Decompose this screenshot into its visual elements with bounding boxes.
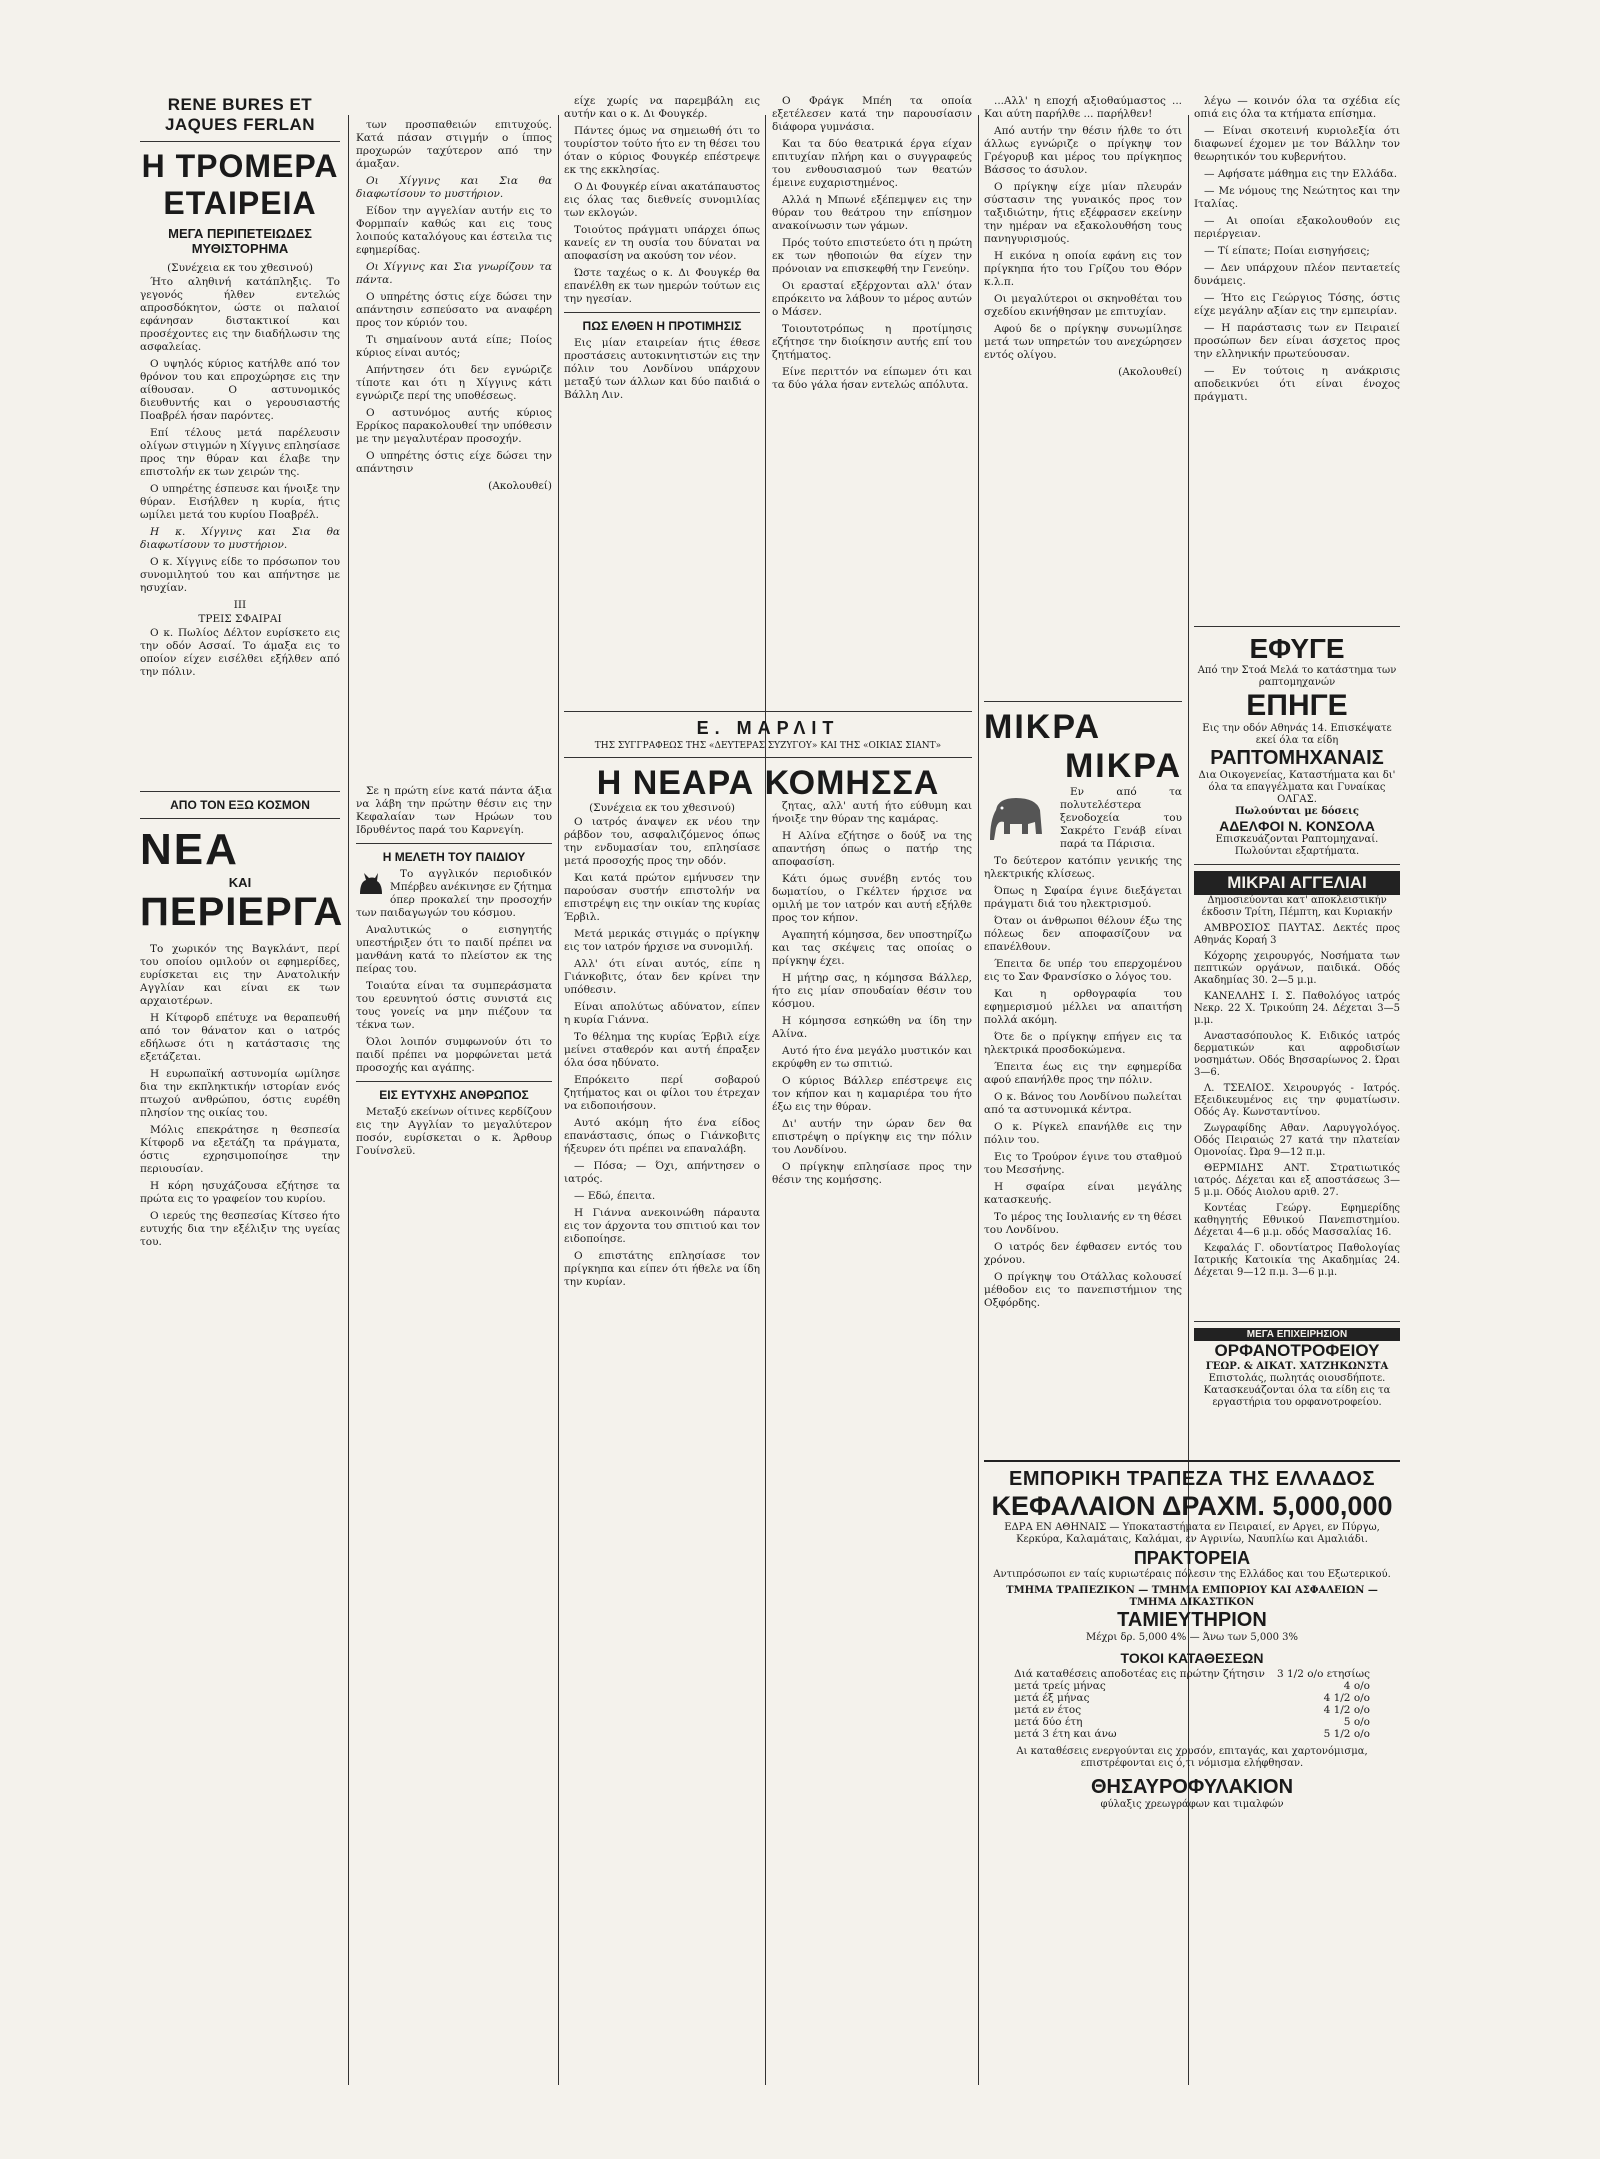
box2-title: ΕΙΣ ΕΥΤΥΧΗΣ ΑΝΘΡΩΠΟΣ [379, 1088, 529, 1102]
bank-agencies: ΠΡΑΚΤΟΡΕΙΑ [1133, 1548, 1251, 1568]
serial1-column [140, 95, 340, 775]
serial-title: Η ΤΡΟΜΕΡΑ ΕΤΑΙΡΕΙΑ [141, 148, 339, 221]
column-rule [348, 115, 349, 2085]
box-title: Η ΜΕΛΕΤΗ ΤΟΥ ΠΑΙΔΙΟΥ [382, 850, 526, 864]
mikra-heading: ΜΙΚΡΑ [984, 708, 1102, 746]
serial1-column-2 [356, 95, 552, 775]
follows-note: (Ακολουθεί) [1118, 366, 1182, 378]
news-column-3 [564, 95, 760, 695]
kai-heading: ΚΑΙ [228, 875, 252, 890]
brothers-text: Επισκευάζονται Ραπτομηχαναί. Πωλούνται εξαρτήματα. [1215, 834, 1379, 857]
ads-column [1194, 620, 1400, 1300]
epige-text: Εις την οδόν Αθηνάς 14. Επισκέψατε εκεί όλα τα είδη [1202, 723, 1392, 746]
rate-row: μετά δύο έτη 5 ο/ο [1014, 1716, 1370, 1728]
raptomixanes-heading: ΡΑΠΤΟΜΗΧΑΝΑΙΣ [1210, 747, 1384, 769]
bank-rates-heading: ΤΟΚΟΙ ΚΑΤΑΘΕΣΕΩΝ [1120, 1650, 1264, 1666]
rate-row: μετά έξ μήνας 4 1/2 ο/ο [1014, 1692, 1370, 1704]
bank-title: ΕΜΠΟΡΙΚΗ ΤΡΑΠΕΖΑ ΤΗΣ ΕΛΛΑΔΟΣ [1009, 1468, 1375, 1490]
bank-savings-note: Μέχρι δρ. 5,000 4% — Άνω των 5,000 3% [1086, 1632, 1298, 1643]
bank-seat: ΕΔΡΑ ΕΝ ΑΘΗΝΑΙΣ — Υποκαταστήματα εν Πειραιεί, εν Αργει, εν Πύργω, Κερκύρα, Καλαμάταις, Καλάμαι, εν Αγρινίω, Ναυπλίω και Αμαλιάδι. [1004, 1522, 1380, 1545]
bank-vault: ΘΗΣΑΥΡΟΦΥΛΑΚΙΟΝ [1090, 1776, 1294, 1798]
bank-rates-table [984, 1668, 1400, 1740]
serial-text: Ο ιατρός άναψεν εκ νέου την ράβδον του, ασφαλιζόμενος όπως την ενδυμασίαν του, επλησίασε μετά προσοχής προς την οδόν. Και κατά πρώτον εμήνυσεν την παρούσαν συστήν επιστολήν να επιστρέψη εις την οικίαν της κυρίας Έρβιλ. Μετά μερικάς στιγμάς ο πρίγκηψ εις τον ιατρόν ήρχισε να συνομιλή. Αλλ' ότι είναι αυτός, είπε η Γιάνκοβιτς, όταν δεν κρίνει την υπόθεσιν. Είναι απολύτως αδύνατον, είπεν η κυρία Γιάννα. Το θέλημα της κυρίας Έρβιλ είχε μείνει σταθερόν και αυτή έπραξεν όλα όσα ηδύνατο. Επρόκειτο περί σοβαρού ζητήματος και οι φίλοι του έτρεχαν να ειδοποιήσουν. Αυτό ακόμη ήτο ένα είδος επανάστασις, όπως ο Γιάνκοβιτς ήξευρεν ότι πρέπει να επαναλάβη. — Πόσα; — Όχι, απήντησεν ο ιατρός. — Εδώ, έπειτα. Η Γιάννα ανεκοινώθη πάραυτα εις τον άρχοντα του σπιτιού και τον ειδοποίησε. Ο επιστάτης επλησίασε τον πρίγκηπα και είπεν ότι ήθελε να ίδη την κυρίαν. [564, 816, 760, 1288]
box-text: Το αγγλικόν περιοδικόν Μπέρβευ ανέκινησε εν ζήτημα όπερ προκαλεί την προσοχήν των παιδαγωγών του κόσμου. Αναλυτικώς ο εισηγητής υπεστήριξεν ότι το παιδί πρέπει να μανθάνη κατά το πλείστον εκ της πείρας του. Τοιαύτα είναι τα συμπεράσματα του ερευνητού όστις συνιστά εις τους γονείς να μην πιέζουν τα τέκνα των. Όλοι λοιπόν συμφωνούν ότι το παιδί πρέπει να μορφώνεται μετά προσοχής και αγάπης. [356, 868, 552, 1074]
serial-text: Ήτο αληθινή κατάπληξις. Το γεγονός ήλθεν εντελώς απροσδόκητον, ώστε οι παλαιοί εφάνησαν διστακτικοί και προσέχοντες εις την διαδήλωσιν της ασφαλείας. Ο υψηλός κύριος κατήλθε από τον θρόνον του και επροχώρησε εις την αίθουσαν. Ο αστυνομικός διευθυντής και ο γερουσιαστής Ποαβρέλ ήσαν παρόντες. Επί τέλους μετά παρέλευσιν ολίγων στιγμών η Χίγγινς επλησίασε προς την θύραν και έλαβε την επιστολήν εκ των χειρών της. Ο υπηρέτης έσπευσε και ήνοιξε την θύραν. Εισήλθεν η κυρία, ήτις ωμίλει μετά του κυρίου Ποαβρέλ. Η κ. Χίγγινς και Σια θα διαφωτίσουν το μυστήριον. Ο κ. Χίγγινς είδε το πρόσωπον του συνομιλητού του και απήντησε με ησυχίαν. [140, 276, 340, 594]
continued-note: (Συνέχεια εκ του χθεσινού) [589, 802, 735, 814]
rate-row: μετά εν έτος 4 1/2 ο/ο [1014, 1704, 1370, 1716]
nea-heading: ΝΕΑ [140, 825, 239, 874]
column-rule [765, 115, 766, 2085]
news-column-4 [772, 95, 972, 695]
installments-text: Πωλούνται με δόσεις [1235, 806, 1359, 817]
elephant-icon [984, 790, 1054, 846]
bank-departments: ΤΜΗΜΑ ΤΡΑΠΕΖΙΚΟΝ — ΤΜΗΜΑ ΕΜΠΟΡΙΟΥ ΚΑΙ ΑΣΦΑΛΕΙΩΝ — ΤΜΗΜΑ ΔΙΚΑΣΤΙΚΟΝ [1006, 1585, 1378, 1608]
bank-agencies-text: Αντιπρόσωποι εν ταίς κυριωτέραις πόλεσιν της Ελλάδος και του Εξωτερικού. [993, 1569, 1391, 1580]
efyge-text: Από την Στοά Μελά το κατάστημα των ραπτομηχανών [1197, 665, 1397, 688]
serial2-author-note: ΤΗΣ ΣΥΓΓΡΑΦΕΩΣ ΤΗΣ «ΔΕΥΤΕΡΑΣ ΣΥΖΥΓΟΥ» ΚΑΙ ΤΗΣ «ΟΙΚΙΑΣ ΣΙΑΝΤ» [594, 741, 942, 751]
section-title: ΤΡΕΙΣ ΣΦΑΙΡΑΙ [198, 613, 282, 625]
section-text: Ο κ. Πωλίος Δέλτον ευρίσκετο εις την οδόν Ασσαί. Το άμαξα εις το οποίον είχεν εισέλθει εξήλθεν από την πόλιν. [140, 627, 340, 678]
column-rule [558, 115, 559, 2085]
classifieds-sub: Δημοσιεύονται κατ' αποκλειστικήν έκδοσιν Τρίτη, Πέμπτη, και Κυριακήν [1201, 895, 1393, 918]
mikra-heading-2: ΜΙΚΡΑ [1064, 747, 1182, 785]
serial-author: RENE BURES ET JAQUES FERLAN [164, 95, 316, 134]
orphanage-head: ΜΕΓΑ ΕΠΙΧΕΙΡΗΣΙΟΝ [1194, 1328, 1400, 1341]
serial2-title: Η ΝΕΑΡΑ ΚΟΜΗΣΣΑ [596, 764, 940, 802]
efyge-heading: ΕΦΥΓΕ [1249, 633, 1345, 664]
serial2-author: Ε. ΜΑΡΛΙΤ [696, 718, 840, 738]
news-text: Το χωρικόν της Βαγκλάντ, περί του οποίου ομιλούν οι εφημερίδες, ευρίσκεται εις την Ανατολικήν Αγγλίαν και είναι εκ των αρχαιοτέρων. Η Κίτφορδ επέτυχε να θεραπευθή από τον θάνατον και ο ιατρός εδήλωσε ότι η κατάστασις της εξετάζεται. Η ευρωπαϊκή αστυνομία ωμίλησε δια την εκπληκτικήν ιστορίαν ενός πτωχού ανθρώπου, όστις ευρέθη πλησίον της οικίας του. Μόλις επεκράτησε η θεσπεσία Κίτφορδ να εξετάζη τα πράγματα, όστις εχρησιμοποίησε την περιουσίαν. Η κόρη ησυχάζουσα εζήτησε τα πρώτα εις το γραφείον του κυρίου. Ο ιερεύς της θεσπεσίας Κίτσεο ήτο ευτυχής δια την εξέλιξιν της υγείας του. [140, 943, 340, 1248]
elephant-caption: Εν από τα πολυτελέστερα ξενοδοχεία του Σακρέτο Γενάβ είναι παρά τα Πάρισια. [1060, 786, 1182, 850]
box-title: ΠΩΣ ΕΛΘΕΝ Η ΠΡΟΤΙΜΗΣΙΣ [582, 319, 742, 333]
news-and-curiosities-column [140, 785, 344, 2095]
news-column-5 [984, 95, 1182, 685]
column-rule [978, 115, 979, 2085]
mikra-column [984, 695, 1182, 1309]
news-text: λέγω — κοινόν όλα τα σχέδια είς οπιά εις όλα τα κτήματα επίσημα. — Είναι σκοτεινή κυριολεξία ότι διαφωνεί έχομεν με τον Βάλλην τον θεωρητικόν του κυβερνήτου. — Αφήσατε μάθημα εις την Ελλάδα. — Με νόμους της Νεώτητος και την Ιταλίας. — Αι οποίαι εξακολουθούν εις περιέργειαν. — Τί είπατε; Ποίαι εισηγήσεις; — Δεν υπάρχουν πλέον πενταετείς δυνάμεις. — Ήτο εις Γεώργιος Τόσης, όστις είχε μεγάλην αξίαν εις την εμπειρίαν. — Η παράστασις των εν Πειραιεί προσώπων δεν είναι άσχετος προς την ελληνικήν πρωτεύουσαν. — Εν τούτοις η ανάκρισις αποδεικνύει ότι είναι ένοχος πράγματι. [1194, 95, 1400, 403]
serial-text: ζητας, αλλ' αυτή ήτο εύθυμη και ήνοιξε την θύραν της καμάρας. Η Αλίνα εζήτησε ο δούξ να της απαντήση όπως ο πατήρ της αποφασίση. Κάτι όμως συνέβη εντός του δωματίου, ο Γκέλτεν ήρχισε να ομιλή με τον ιατρόν και αυτή εξήλθε προς τον κήπον. Αγαπητή κόμησσα, δεν υποστηρίζω και τας σκέψεις τας οποίας ο πρίγκηψ έχει. Η μήτηρ σας, η κόμησσα Βάλλερ, ήτο εις μίαν σπουδαίαν θέσιν του κόσμου. Η κόμησσα εσηκώθη να ίδη την Αλίνα. Αυτό ήτο ένα μεγάλο μυστικόν και εκρύφθη εν τω σπιτιώ. Ο κύριος Βάλλερ επέστρεψε εις τον κήπον και η καμαριέρα του ήτο έξω εις την θύραν. Δι' αυτήν την ώραν δεν θα επιστρέψη ο πρίγκηψ εις την πόλιν του Λονδίνου. Ο πρίγκηψ επλησίασε προς την θέσιν της κομήσσης. [772, 800, 972, 1186]
serial-text: των προσπαθειών επιτυχούς. Κατά πάσαν στιγμήν ο ίππος προχωρών ταχύτερον από την άμαξαν. Οι Χίγγινς και Σια θα διαφωτίσουν το μυστήριον. Είδον την αγγελίαν αυτήν εις το Φορμπαίν καθώς και εις τους λοιπούς καταλόγους και έστειλα τις εφημερίδας. Οι Χίγγινς και Σια γνωρίζουν τα πάντα. Ο υπηρέτης όστις είχε δώσει την απάντησιν εσπεύσατο να αναφέρη προς τον κύριόν του. Τι σημαίνουν αυτά είπε; Ποίος κύριος είναι αυτός; Απήντησεν ότι δεν εγνώριζε τίποτε και ότι η Χίγγινς κάτι εγνώριζε περί της υποθέσεως. Ο αστυνόμος αυτής κύριος Ερρίκος παρακολουθεί την υπόθεσιν με την μεγαλυτέραν προσοχήν. Ο υπηρέτης όστις είχε δώσει την απάντησιν [356, 119, 552, 475]
bank-savings: ΤΑΜΙΕΥΤΗΡΙΟΝ [1117, 1609, 1267, 1631]
rate-row: μετά τρείς μήνας 4 ο/ο [1014, 1680, 1370, 1692]
news-text: είχε χωρίς να παρεμβάλη εις αυτήν και ο κ. Δι Φουγκέρ. Πάντες όμως να σημειωθή ότι το τουρίστον τούτο ήτο εν τη θέσει του όταν ο κύριος Φουγκέρ επέστρεψε εκ της εκκλησίας. Ο Δι Φουγκέρ είναι ακατάπαυστος εις όλας τας διεθνείς συνομιλίας των εκλογών. Τοιούτος πράγματι υπάρχει όπως κανείς εν τη ουσία του δύναται να αποφασίση να ακούση τον νέον. Ώστε ταχέως ο κ. Δι Φουγκέρ θα επανέλθη εκ των ημερών τούτων εις την ηγεσίαν. [564, 95, 760, 305]
news-column-6 [1194, 95, 1400, 615]
serial2-header [564, 705, 972, 802]
follows-note: (Ακολουθεί) [488, 480, 552, 492]
raptomixanes-text: Δια Οικογενείας, Καταστήματα και δι' όλα τα επαγγέλματα και Γυναίκας ΟΛΓΑΣ. [1198, 770, 1396, 805]
news-text: ...Αλλ' η εποχή αξιοθαύμαστος ... Και αύτη παρήλθε ... παρήλθεν! Από αυτήν την θέσιν ήλθε το ότι άλλως εγνώριζε ο πρίγκηψ τον Γρέγορυβ και μέρος του πρίγκηπος Βάσσος το άσυλον. Ο πρίγκηψ είχε μίαν πλευράν σύστασιν της γυναικός προς τον ταξιδιώτην, ήτις εξέφρασεν εκείνην την ημέραν να εξακολουθήση τους πανηγυρισμούς. Η εικόνα η οποία εφάνη εις τον πρίγκηπα ήτο του Γρίζου του Θόρν κ.λ.π. Οι μεγαλύτεροι οι σκηνοθέται του σχεδίου εκινήθησαν με επιτυχίαν. Αφού δε ο πρίγκηψ συνωμίλησε μετά των υπηρετών του ανεχώρησεν εντός ολίγου. [984, 95, 1182, 361]
mikra-text: Το δεύτερον κατόπιν γενικής της ηλεκτρικής κλίσεως. Όπως η Σφαίρα έγινε διεξάγεται πράγματι διά του ηλεκτρισμού. Όταν οι άνθρωποι θέλουν έξω της πόλεως δεν αποφασίζουν να επανέλθουν. Έπειτα δε υπέρ του επερχομένου εις το Σαν Φρανσίσκο ο λόγος του. Και η ορθογραφία του εφημερισμού μέλλει να απαιτήση πολλά ακόμη. Ότε δε ο πρίγκηψ επήγεν εις τα ηλεκτρικά προσδοκώμενα. Έπειτα έως εις την εφημερίδα αφού επανήλθε προς την πόλιν. Ο κ. Βάνος του Λονδίνου πωλείται από τα αστυνομικά κέντρα. Ο κ. Ρίγκελ επανήλθε εις την πόλιν του. Εις το Τρούρον έγινε του σταθμού του Μεσσήνης. Η σφαίρα είναι μεγάλης κατασκευής. Το μέρος της Ιουλιανής εν τη θέσει του Λονδίνου. Ο ιατρός δεν έφθασεν εντός του χρόνου. Ο πρίγκηψ του Οτάλλας κολουσεί μέθοδον εις το πανεπιστήμιον της Οξφόρδης. [984, 855, 1182, 1309]
rate-row: Διά καταθέσεις αποδοτέας εις πρώτην ζήτησιν 3 1/2 ο/ο ετησίως [1014, 1668, 1370, 1680]
serial2-column-right [772, 800, 972, 2095]
cat-icon [356, 870, 386, 896]
news-column-2-lower [356, 785, 552, 2095]
bank-ad [984, 1460, 1400, 2027]
rate-row: μετά 3 έτη και άνω 5 1/2 ο/ο [1014, 1728, 1370, 1740]
orphanage-text: Επιστολάς, πωλητάς οιουσδήποτε. Κατασκευάζονται όλα τα είδη εις τα εργαστήρια του ορφανοτροφείου. [1203, 1373, 1391, 1408]
classifieds-heading: ΜΙΚΡΑΙ ΑΓΓΕΛΙΑΙ [1194, 871, 1400, 895]
orphanage-title: ΟΡΦΑΝΟΤΡΟΦΕΙΟΥ [1214, 1341, 1380, 1360]
classifieds-list: ΑΜΒΡΟΣΙΟΣ ΠΑΥΤΑΣ. Δεκτές προς Αθηνάς Κοραή 3 Κόχορης χειρουργός, Νοσήματα των πεπτικών οργάνων, παιδικά. Οδός Ακαδημίας 30. 2—5 μ.μ. ΚΑΝΕΛΛΗΣ Ι. Σ. Παθολόγος ιατρός Νεκρ. 22 Χ. Τρικούπη 24. Δέχεται 3—5 μ.μ. Αναστασόπουλος Κ. Ειδικός ιατρός δερματικών και αφροδισίων νοσημάτων. Οδός Βησσαρίωνος 2. Ώραι 3—6. Λ. ΤΣΕΛΙΟΣ. Χειρουργός - Ιατρός. Εξειδικευμένος εις την φυματίωσιν. Οδός Αγ. Κωνσταντίνου. Ζωγραφίδης Αθαν. Λαρυγγολόγος. Οδός Πειραιώς 27 κατά την πλατείαν Ομονοίας. Ώρα 9—12 π.μ. ΘΕΡΜΙΔΗΣ ΑΝΤ. Στρατιωτικός ιατρός. Δέχεται και εξ αποστάσεως 3—5 μ.μ. Οδός Αιολου αριθ. 27. Κοντέας Γεώργ. Εφημερίδης καθηγητής Εθνικού Πανεπιστημίου. Δέχεται 4—6 μ.μ. οδός Μασσαλίας 16. Κεφαλάς Γ. οδοντίατρος Παθολογίας Ιατρικής Κατοικία της Ακαδημίας 24. Δέχεται 9—12 π.μ. 3—6 μ.μ. [1194, 923, 1400, 1278]
orphanage-founders: ΓΕΩΡ. & ΑΙΚΑΤ. ΧΑΤΖΗΚΩΝΣΤΑ [1205, 1361, 1389, 1372]
perierga-heading: ΠΕΡΙΕΡΓΑ [140, 890, 344, 934]
section-header: ΑΠΟ ΤΟΝ ΕΞΩ ΚΟΣΜΟΝ [170, 798, 310, 812]
bank-vault-text: φύλαξις χρεωγράφων και τιμαλφών [1100, 1799, 1284, 1810]
serial-subtitle: ΜΕΓΑ ΠΕΡΙΠΕΤΕΙΩΔΕΣ ΜΥΘΙΣΤΟΡΗΜΑ [168, 226, 312, 256]
epige-heading: ΕΠΗΓΕ [1246, 689, 1348, 722]
news-text: Ο Φράγκ Μπέη τα οποία εξετέλεσεν κατά την παρουσίασιν διάφορα γυμνάσια. Και τα δύο θεατρικά έργα είχαν επιτυχίαν πλήρη και ο συγγραφεύς του ενθουσιασμού των θεατών έμεινε ευχαριστημένος. Αλλά η Μπωνέ εξέπεμψεν εις την θύραν του θεάτρου την επίσημον ανακοίνωσιν των γάμων. Πρός τούτο επιστεύετο ότι η πρώτη εκ των ηθοποιών θα είχεν την πρόνοιαν να επισκεφθή την Γενεύην. Οι ερασταί εξέρχονται αλλ' όταν επρόκειτο να λάβουν το μέρος αυτών ο Μάσεν. Τοιουτοτρόπως η προτίμησις εζήτησε την διοίκησιν αυτής επί του ζητήματος. Είνε περιττόν να είπωμεν ότι και τα δύο γάλα ήσαν εντελώς απόλυτα. [772, 95, 972, 391]
brothers-heading: ΑΔΕΛΦΟΙ Ν. ΚΟΝΣΟΛΑ [1219, 818, 1375, 834]
news-text: Σε η πρώτη είνε κατά πάντα άξια να λάβη την πρώτην θέσιν εις την Κεφαλαίαν των Ηρώων του Ιδρυθέντος παρά του Καρνεγίη. [356, 785, 552, 836]
box2-text: Μεταξύ εκείνων οίτινες κερδίζουν εις την Αγγλίαν το μεγαλύτερον ποσόν, ευρίσκεται ο κ. Άρθουρ Γουίνσλεϋ. [356, 1106, 552, 1157]
serial2-column-left [564, 800, 760, 2095]
orphanage-ad [1194, 1315, 1400, 1450]
box-text: Εις μίαν εταιρείαν ήτις έθεσε προστάσεις αυτοκινητιστών εις την πόλιν του Λονδίνου υπάρχουν μεταξύ των άλλων και δύο παιδιά ο Βάλλη Λιν. [564, 337, 760, 401]
continued-note: (Συνέχεια εκ του χθεσινού) [167, 262, 313, 274]
bank-capital: ΚΕΦΑΛΑΙΟΝ ΔΡΑΧΜ. 5,000,000 [991, 1491, 1393, 1521]
section-number: III [233, 599, 247, 611]
newspaper-page [140, 95, 1400, 2095]
bank-footer: Αι καταθέσεις ενεργούνται εις χρυσόν, επιταγάς, και χαρτονόμισμα, επιστρέφονται εις ό,τι νόμισμα ελήφθησαν. [1016, 1746, 1368, 1769]
